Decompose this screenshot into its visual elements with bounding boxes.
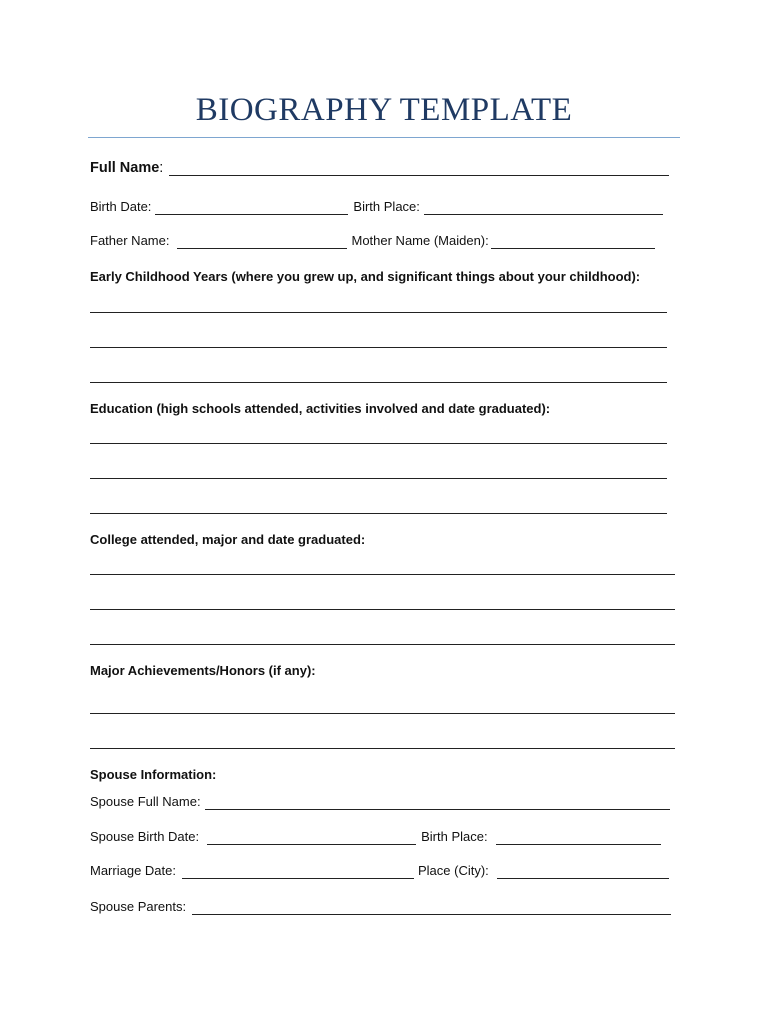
full-name-field[interactable] bbox=[169, 162, 669, 176]
spouse-full-name-label: Spouse Full Name: bbox=[90, 794, 201, 809]
marriage-date-field[interactable] bbox=[182, 865, 414, 879]
marriage-date-label: Marriage Date: bbox=[90, 863, 176, 878]
full-name-label: Full Name bbox=[90, 160, 160, 176]
education-line-1[interactable] bbox=[90, 443, 667, 444]
spouse-birth-place-label: Birth Place: bbox=[421, 829, 488, 844]
mother-name-label: Mother Name (Maiden): bbox=[351, 233, 489, 248]
early-childhood-heading: Early Childhood Years (where you grew up, and significant things about your childhood): bbox=[90, 269, 641, 284]
spouse-name-row bbox=[90, 794, 670, 810]
full-name-row: Full Name : bbox=[90, 160, 669, 176]
spouse-birth-place-field[interactable] bbox=[496, 831, 661, 845]
place-city-field[interactable] bbox=[497, 865, 669, 879]
education-line-2[interactable] bbox=[90, 478, 667, 479]
birth-place-field[interactable] bbox=[424, 201, 663, 215]
spouse-birth-row bbox=[90, 829, 661, 845]
spouse-parents-row bbox=[90, 899, 671, 915]
education-line-3[interactable] bbox=[90, 513, 667, 514]
achievements-line-1[interactable] bbox=[90, 713, 675, 714]
education-heading: Education (high schools attended, activities involved and date graduated): bbox=[90, 401, 551, 416]
college-line-1[interactable] bbox=[90, 574, 675, 575]
birth-row bbox=[90, 199, 663, 215]
place-city-label: Place (City): bbox=[417, 863, 489, 878]
college-line-3[interactable] bbox=[90, 644, 675, 645]
spouse-info-heading: Spouse Information: bbox=[90, 767, 217, 782]
birth-date-field[interactable] bbox=[155, 201, 348, 215]
spouse-parents-field[interactable] bbox=[192, 901, 671, 915]
marriage-row bbox=[90, 863, 669, 879]
mother-name-field[interactable] bbox=[491, 235, 655, 249]
college-line-2[interactable] bbox=[90, 609, 675, 610]
early-childhood-line-3[interactable] bbox=[90, 382, 667, 383]
early-childhood-line-1[interactable] bbox=[90, 312, 667, 313]
birth-place-label: Birth Place: bbox=[353, 199, 420, 214]
spouse-full-name-field[interactable] bbox=[205, 796, 670, 810]
achievements-heading: Major Achievements/Honors (if any): bbox=[90, 663, 316, 678]
parents-row bbox=[90, 233, 655, 249]
birth-date-label: Birth Date: bbox=[90, 199, 152, 214]
title-divider bbox=[88, 137, 680, 138]
spouse-birth-date-label: Spouse Birth Date: bbox=[90, 829, 200, 844]
father-name-field[interactable] bbox=[177, 235, 347, 249]
father-name-label: Father Name: bbox=[90, 233, 170, 248]
document-title: BIOGRAPHY TEMPLATE bbox=[195, 92, 573, 128]
college-heading: College attended, major and date graduated: bbox=[90, 532, 366, 547]
achievements-line-2[interactable] bbox=[90, 748, 675, 749]
spouse-birth-date-field[interactable] bbox=[207, 831, 416, 845]
early-childhood-line-2[interactable] bbox=[90, 347, 667, 348]
spouse-parents-label: Spouse Parents: bbox=[90, 899, 187, 914]
